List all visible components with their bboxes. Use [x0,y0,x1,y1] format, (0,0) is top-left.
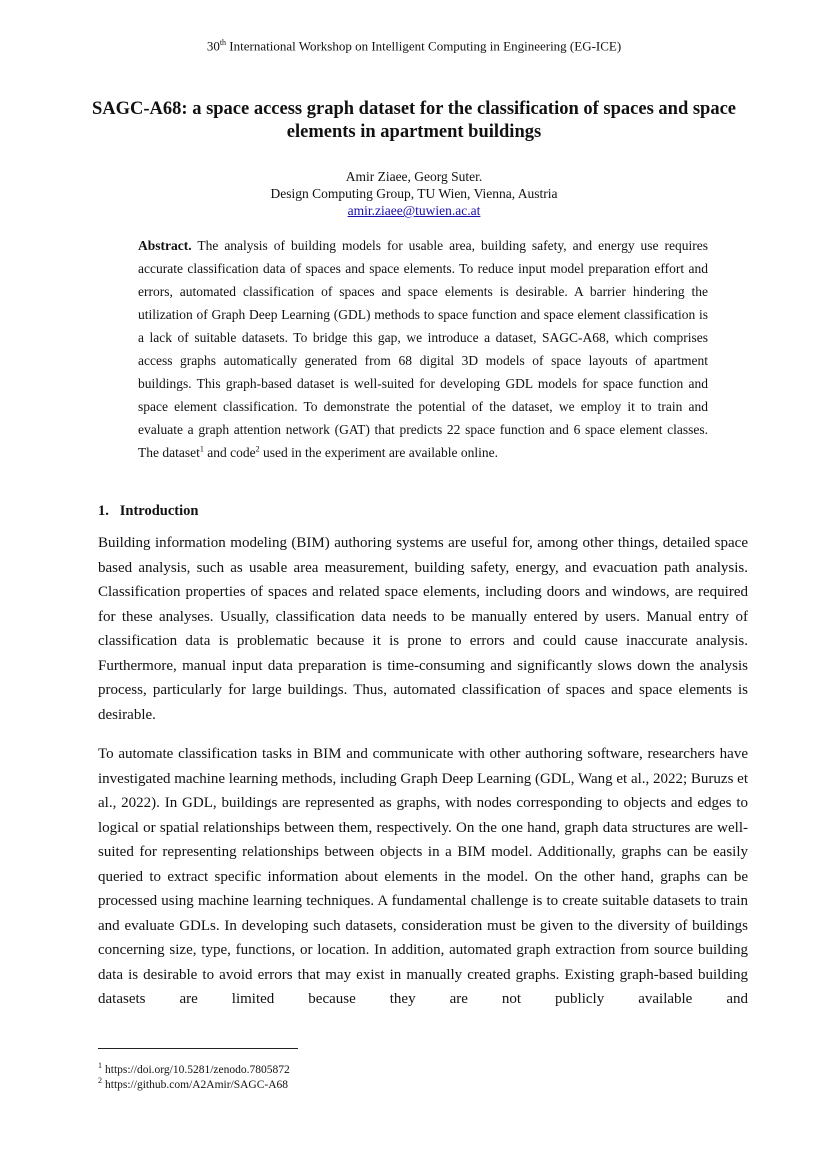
section-heading: 1. Introduction [98,503,199,519]
author-block [0,168,828,219]
footnote-2-mark: 2 [98,1076,102,1085]
footnote-1-mark: 1 [98,1061,102,1070]
footnote-divider [98,1048,298,1049]
authors: Amir Ziaee, Georg Suter. [345,169,483,184]
footnote-ref-1[interactable]: 1 [199,444,204,454]
conference-ordinal: th [219,38,227,47]
abstract-text-mid: and code [203,445,256,460]
footnote-1 [98,1061,290,1076]
abstract [138,234,708,464]
footnote-2-link[interactable]: https://github.com/A2Amir/SAGC-A68 [105,1078,289,1091]
paper-title: SAGC-A68: a space access graph dataset for the classification of spaces and space elements in apartment buildings [91,99,737,142]
abstract-text-end: used in the experiment are available online. [259,445,498,460]
footnote-1-link[interactable]: https://doi.org/10.5281/zenodo.7805872 [105,1063,290,1076]
intro-paragraph-1: Building information modeling (BIM) authoring systems are useful for, among other things, detailed space based analysis, such as usable area measurement, building safety, energy, and evacuation path analysis. Classification properties of spaces and related space elements, including doors and windows, are required for these analyses. Usually, classification data needs to be manually entered by users. Manual entry of classification data is problematic because it is prone to errors and could cause inaccurate analysis. Furthermore, manual input data preparation is time-consuming and significantly slows down the analysis process, particularly for large buildings. Thus, automated classification of spaces and space elements is desirable. [98,535,748,723]
footnote-2 [98,1076,288,1091]
conference-header [0,38,828,54]
affiliation: Design Computing Group, TU Wien, Vienna, Austria [270,186,558,201]
abstract-text: The analysis of building models for usable area, building safety, and energy use requires accurate classification data of spaces and space elements. To reduce input model preparation effort and errors, automated classification of spaces and space elements is desirable. A barrier hindering the utilization of Graph Deep Learning (GDL) methods to space function and space element classification is a lack of suitable datasets. To bridge this gap, we introduce a dataset, SAGC-A68, which comprises access graphs automatically generated from 68 digital 3D models of space layouts of apartment buildings. This graph-based dataset is well-suited for developing GDL models for space function and space element classification. To demonstrate the potential of the dataset, we employ it to train and evaluate a graph attention network (GAT) that predicts 22 space function and 6 space element classes. The dataset [138,238,708,460]
abstract-label: Abstract. [138,238,192,253]
conference-name: International Workshop on Intelligent Computing in Engineering (EG-ICE) [226,38,622,54]
conference-number: 30 [206,38,220,54]
footnote-ref-2[interactable]: 2 [255,444,260,454]
intro-paragraph-2: To automate classification tasks in BIM and communicate with other authoring software, researchers have investigated machine learning methods, including Graph Deep Learning (GDL, Wang et al., 2022; Buruzs et al., 2022). In GDL, buildings are represented as graphs, with nodes corresponding to objects and edges to logical or spatial relationships between them, respectively. On the one hand, graph data structures are well-suited for representing relationships between objects in a BIM model. Additionally, graphs can be easily queried to extract specific information about elements in the model. On the other hand, graphs can be processed using machine learning techniques. A fundamental challenge is to create suitable datasets to train and evaluate GDLs. In developing such datasets, consideration must be given to the diversity of buildings concerning size, type, functions, or location. In addition, automated graph extraction from source building data is desirable to avoid errors that may exist in manually created graphs. Existing graph-based building datasets are limited because they are not publicly available and [98,746,749,1007]
email-link[interactable]: amir.ziaee@tuwien.ac.at [347,203,481,218]
